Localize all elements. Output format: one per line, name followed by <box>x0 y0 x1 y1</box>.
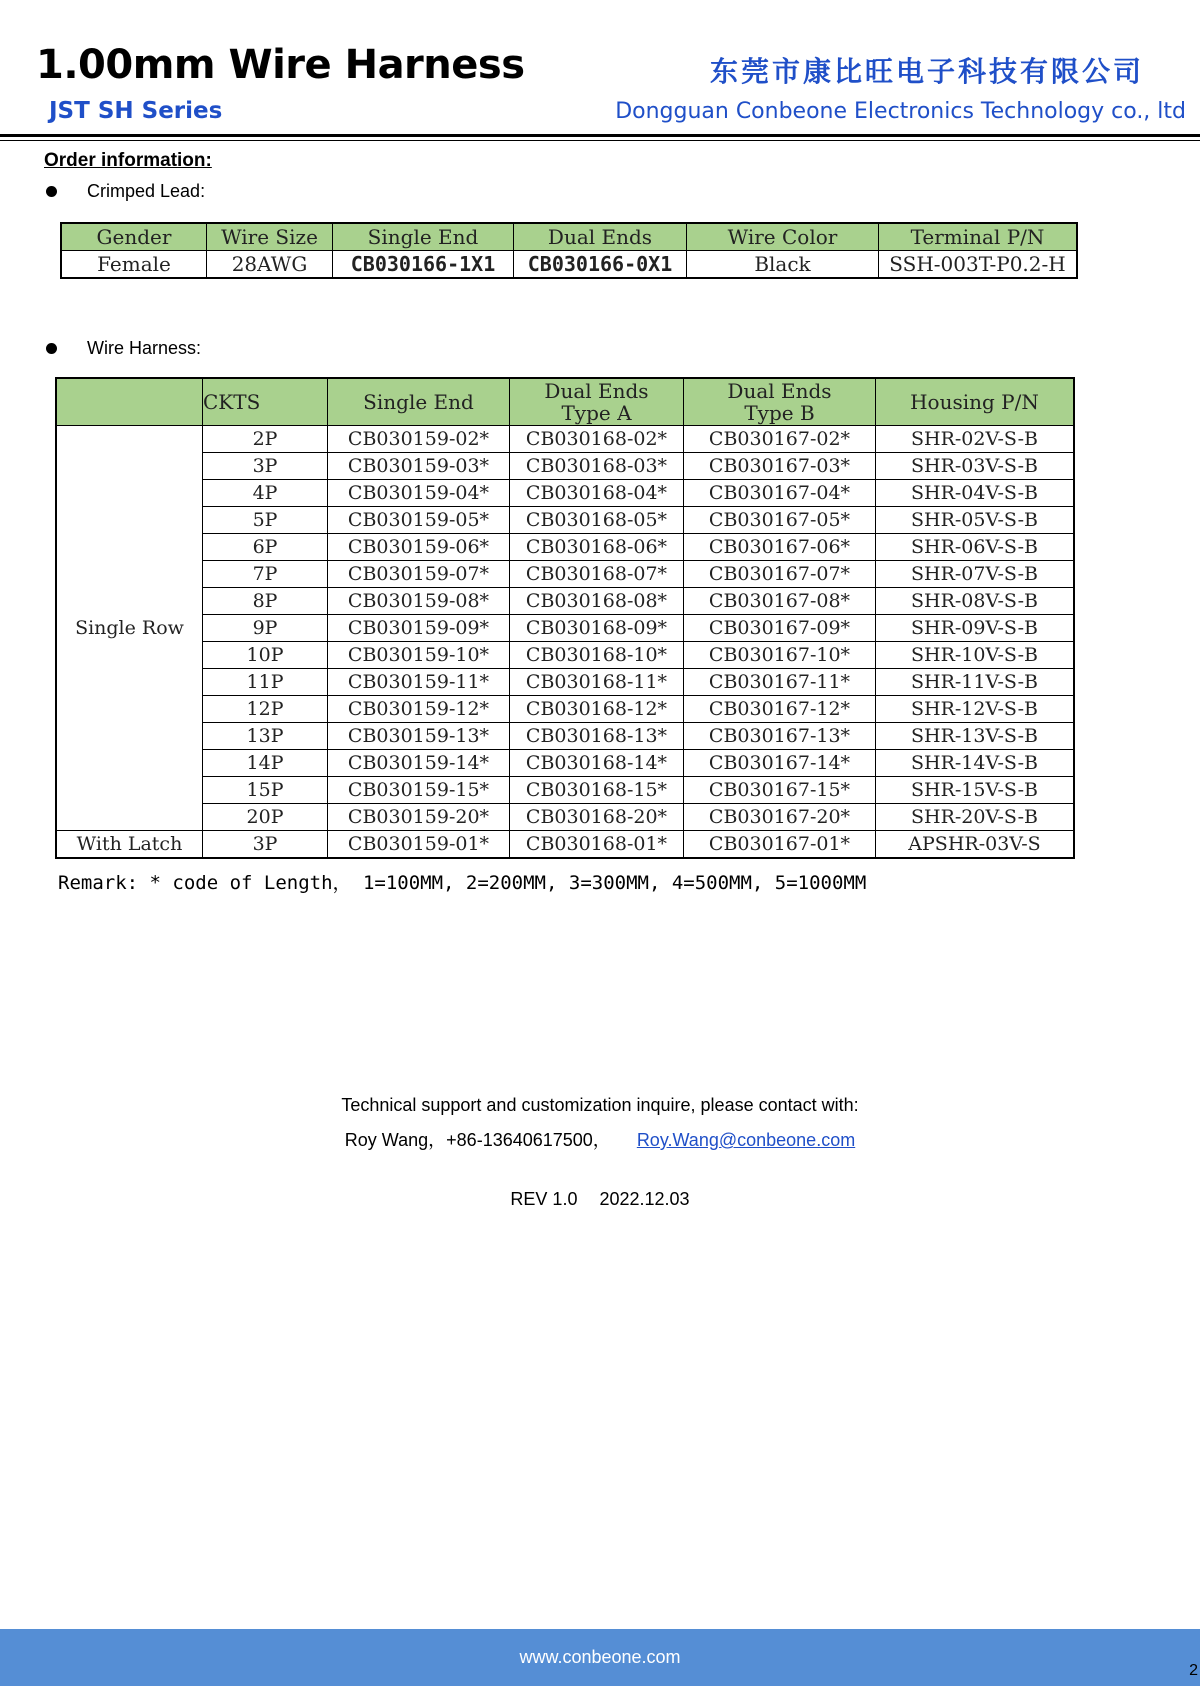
table-header-row <box>56 378 1074 426</box>
table-cell: CB030167-01* <box>684 831 876 859</box>
table-cell: 9P <box>203 615 328 642</box>
table-cell: SHR-10V-S-B <box>876 642 1075 669</box>
table-cell: SHR-08V-S-B <box>876 588 1075 615</box>
table-cell: CB030167-14* <box>684 750 876 777</box>
table-row <box>56 723 1074 750</box>
row-group-label: With Latch <box>56 831 203 859</box>
table-cell: CB030168-10* <box>510 642 684 669</box>
table-cell: CB030159-03* <box>328 453 510 480</box>
table-cell: SHR-03V-S-B <box>876 453 1075 480</box>
table-row <box>56 426 1074 453</box>
table-cell: CB030167-11* <box>684 669 876 696</box>
table-cell: CB030159-01* <box>328 831 510 859</box>
table-cell: 5P <box>203 507 328 534</box>
length-code-remark: Remark: * code of Length， 1=100MM, 2=200MM, 3=300MM, 4=500MM, 5=1000MM <box>58 872 867 894</box>
table-row <box>56 777 1074 804</box>
revision-number: REV 1.0 <box>510 1189 578 1209</box>
table-cell: CB030167-03* <box>684 453 876 480</box>
table-row <box>56 642 1074 669</box>
table-cell: CB030159-05* <box>328 507 510 534</box>
table-cell: SHR-20V-S-B <box>876 804 1075 831</box>
table-cell: 10P <box>203 642 328 669</box>
table-cell: 4P <box>203 480 328 507</box>
column-header: Dual Ends Type B <box>684 378 876 426</box>
table-cell: SHR-09V-S-B <box>876 615 1075 642</box>
column-header: Gender <box>61 223 207 251</box>
table-cell: CB030167-20* <box>684 804 876 831</box>
table-cell: CB030168-14* <box>510 750 684 777</box>
table-row <box>56 831 1074 859</box>
table-cell: CB030167-10* <box>684 642 876 669</box>
table-cell: CB030168-02* <box>510 426 684 453</box>
table-row <box>56 534 1074 561</box>
table-cell: CB030168-05* <box>510 507 684 534</box>
table-cell: CB030166-0X1 <box>514 251 687 279</box>
column-header: Single End <box>333 223 514 251</box>
column-header: Terminal P/N <box>879 223 1078 251</box>
contact-intro: Technical support and customization inquire, please contact with: <box>341 1095 859 1115</box>
revision-date: 2022.12.03 <box>599 1189 690 1209</box>
table-cell: 3P <box>203 831 328 859</box>
table-cell: 20P <box>203 804 328 831</box>
series-subtitle: JST SH Series <box>49 98 223 124</box>
table-cell: SHR-07V-S-B <box>876 561 1075 588</box>
header-divider <box>0 134 1200 137</box>
crimped-lead-label: Crimped Lead: <box>87 181 206 201</box>
table-cell: CB030167-08* <box>684 588 876 615</box>
table-cell: CB030168-01* <box>510 831 684 859</box>
contact-details <box>0 1126 1200 1152</box>
table-row <box>56 696 1074 723</box>
table-cell: CB030168-15* <box>510 777 684 804</box>
contact-person: Roy Wang，+86-13640617500， <box>344 1130 611 1150</box>
table-cell: 7P <box>203 561 328 588</box>
table-cell: CB030168-20* <box>510 804 684 831</box>
table-cell: CB030167-06* <box>684 534 876 561</box>
table-cell: SHR-05V-S-B <box>876 507 1075 534</box>
table-cell: APSHR-03V-S <box>876 831 1075 859</box>
table-cell: Black <box>687 251 879 279</box>
table-row <box>56 480 1074 507</box>
wire-harness-bullet <box>44 338 201 359</box>
table-cell: SHR-14V-S-B <box>876 750 1075 777</box>
table-cell: SHR-15V-S-B <box>876 777 1075 804</box>
table-cell: SSH-003T-P0.2-H <box>879 251 1078 279</box>
table-cell: 3P <box>203 453 328 480</box>
table-cell: CB030168-11* <box>510 669 684 696</box>
table-header-row <box>61 223 1077 251</box>
table-cell: CB030168-13* <box>510 723 684 750</box>
column-header: CKTS <box>203 378 328 426</box>
table-cell: SHR-13V-S-B <box>876 723 1075 750</box>
column-header: Dual Ends Type A <box>510 378 684 426</box>
table-cell: SHR-04V-S-B <box>876 480 1075 507</box>
table-cell: 6P <box>203 534 328 561</box>
table-cell: CB030159-11* <box>328 669 510 696</box>
table-cell: CB030159-10* <box>328 642 510 669</box>
table-cell: CB030167-04* <box>684 480 876 507</box>
order-info-heading: Order information: <box>44 150 212 171</box>
table-cell: CB030168-03* <box>510 453 684 480</box>
table-cell: 2P <box>203 426 328 453</box>
table-row <box>56 615 1074 642</box>
revision-info <box>0 1189 1200 1210</box>
table-cell: CB030168-07* <box>510 561 684 588</box>
wire-harness-label: Wire Harness: <box>87 338 202 358</box>
company-name-chinese: 东莞市康比旺电子科技有限公司 <box>709 55 1144 88</box>
column-header: Dual Ends <box>514 223 687 251</box>
table-cell: 14P <box>203 750 328 777</box>
table-cell: CB030168-08* <box>510 588 684 615</box>
wire-harness-table <box>55 377 1075 859</box>
table-cell: CB030159-06* <box>328 534 510 561</box>
contact-email-link[interactable]: Roy.Wang@conbeone.com <box>636 1130 856 1150</box>
table-cell: CB030167-15* <box>684 777 876 804</box>
footer-website: www.conbeone.com <box>519 1647 681 1667</box>
table-cell: 15P <box>203 777 328 804</box>
table-cell: CB030167-09* <box>684 615 876 642</box>
column-header: Wire Color <box>687 223 879 251</box>
table-cell: CB030159-12* <box>328 696 510 723</box>
table-cell: CB030159-08* <box>328 588 510 615</box>
table-cell: CB030159-02* <box>328 426 510 453</box>
column-header: Single End <box>328 378 510 426</box>
table-cell: CB030168-06* <box>510 534 684 561</box>
table-cell: 28AWG <box>207 251 333 279</box>
bullet-dot-icon <box>46 343 57 354</box>
table-cell: CB030168-04* <box>510 480 684 507</box>
crimped-lead-table <box>60 222 1078 279</box>
table-cell: CB030167-13* <box>684 723 876 750</box>
page-title: 1.00mm Wire Harness <box>36 42 525 88</box>
table-cell: 12P <box>203 696 328 723</box>
table-cell: 13P <box>203 723 328 750</box>
page-number: 2 <box>1189 1662 1198 1679</box>
row-group-label: Single Row <box>56 426 203 831</box>
table-row <box>56 669 1074 696</box>
crimped-lead-bullet <box>44 181 205 202</box>
table-cell: CB030159-09* <box>328 615 510 642</box>
company-name-english: Dongguan Conbeone Electronics Technology co., ltd <box>615 99 1186 124</box>
table-cell: SHR-06V-S-B <box>876 534 1075 561</box>
table-cell: CB030166-1X1 <box>333 251 514 279</box>
table-cell: Female <box>61 251 207 279</box>
table-cell: 11P <box>203 669 328 696</box>
table-row <box>56 750 1074 777</box>
bullet-dot-icon <box>46 186 57 197</box>
table-cell: CB030168-12* <box>510 696 684 723</box>
table-cell: CB030159-15* <box>328 777 510 804</box>
column-header <box>56 378 203 426</box>
table-cell: CB030159-20* <box>328 804 510 831</box>
table-row <box>56 804 1074 831</box>
table-cell: CB030167-02* <box>684 426 876 453</box>
header-divider-thin <box>0 140 1200 141</box>
table-row <box>56 453 1074 480</box>
table-cell: CB030167-12* <box>684 696 876 723</box>
column-header: Housing P/N <box>876 378 1075 426</box>
table-cell: CB030159-14* <box>328 750 510 777</box>
table-row <box>61 251 1077 279</box>
table-cell: CB030167-07* <box>684 561 876 588</box>
table-cell: 8P <box>203 588 328 615</box>
table-row <box>56 507 1074 534</box>
table-cell: CB030159-07* <box>328 561 510 588</box>
table-cell: SHR-12V-S-B <box>876 696 1075 723</box>
table-cell: CB030159-04* <box>328 480 510 507</box>
table-row <box>56 588 1074 615</box>
table-cell: SHR-02V-S-B <box>876 426 1075 453</box>
table-cell: CB030167-05* <box>684 507 876 534</box>
table-cell: CB030168-09* <box>510 615 684 642</box>
column-header: Wire Size <box>207 223 333 251</box>
table-row <box>56 561 1074 588</box>
footer-bar <box>0 1629 1200 1686</box>
table-cell: SHR-11V-S-B <box>876 669 1075 696</box>
table-cell: CB030159-13* <box>328 723 510 750</box>
